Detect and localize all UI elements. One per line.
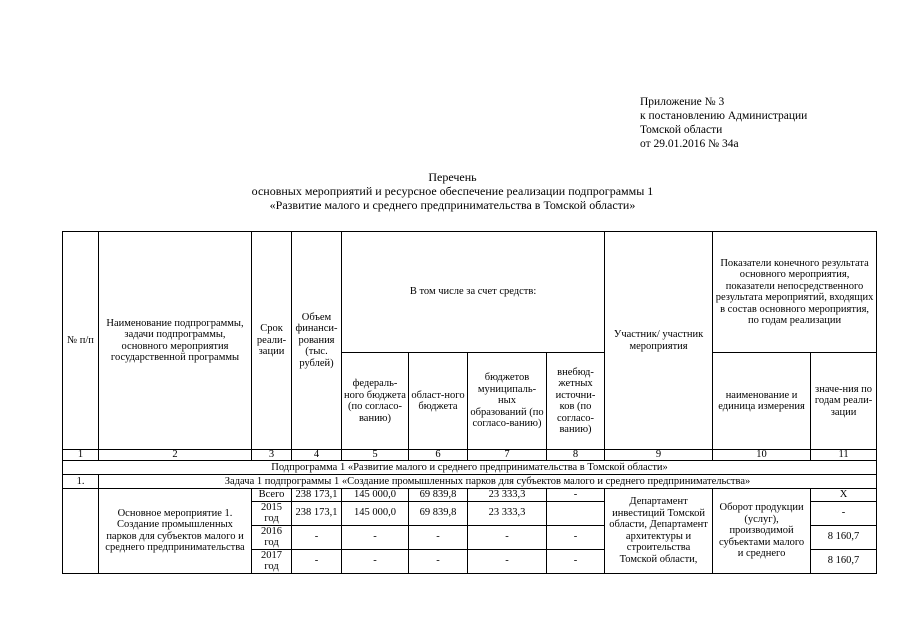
regional-cell: 69 839,8 [409,501,468,525]
volume-cell: - [292,525,342,549]
header-volume: Объем финанси-рования (тыс. рублей) [292,232,342,450]
header-indicator-value: значе-ния по годам реали-зации [811,353,877,450]
column-number: 5 [342,450,409,461]
column-number: 4 [292,450,342,461]
indicator-value-cell: Х [811,489,877,502]
volume-cell: - [292,549,342,573]
federal-cell: 145 000,0 [342,489,409,502]
column-numbers-row [63,450,877,461]
regional-cell: 69 839,8 [409,489,468,502]
header-extrabudgetary: внебюд-жетных источни-ков (по согласо-ванию) [547,353,605,450]
title-line: «Развитие малого и среднего предпринимательства в Томской области» [269,198,636,212]
term-cell: Всего [252,489,292,502]
term-cell: 2016 год [252,525,292,549]
header-federal: федераль-ного бюджета (по согласо-ванию) [342,353,409,450]
title-line: основных мероприятий и ресурсное обеспечение реализации подпрограммы 1 [251,184,654,198]
participant-cell: Департамент инвестиций Томской области, Департамент архитектуры и строительства Томской области, [605,489,713,574]
appendix-line: от 29.01.2016 № 34а [640,138,739,150]
subprogram-row [63,461,877,475]
indicator-value-cell: 8 160,7 [811,525,877,549]
regional-cell: - [409,549,468,573]
column-number: 8 [547,450,605,461]
subprogram-title: Подпрограмма 1 «Развитие малого и среднего предпринимательства в Томской области» [63,461,877,475]
indicator-value-cell: 8 160,7 [811,549,877,573]
term-cell: 2017 год [252,549,292,573]
header-indicators: Показатели конечного результата основного мероприятия, показатели непосредственного результата мероприятий, входящих в состав основного мероприятия, по годам реализации [713,232,877,353]
extrabudgetary-cell: - [547,549,605,573]
document-title [0,170,905,212]
federal-cell: 145 000,0 [342,501,409,525]
task-row [63,475,877,489]
extrabudgetary-cell: - [547,525,605,549]
header-participant: Участник/ участник мероприятия [605,232,713,450]
column-number: 6 [409,450,468,461]
header-no: № п/п [63,232,99,450]
column-number: 2 [99,450,252,461]
header-term: Срок реали-зации [252,232,292,450]
header-indicator-name: наименование и единица измерения [713,353,811,450]
volume-cell: 238 173,1 [292,489,342,502]
extrabudgetary-cell: - [547,489,605,502]
federal-cell: - [342,549,409,573]
activity-number-cell [63,489,99,574]
column-number: 3 [252,450,292,461]
indicator-name-cell: Оборот продукции (услуг), производимой субъектами малого и среднего [713,489,811,574]
column-number: 1 [63,450,99,461]
appendix-line: Томской области [640,124,723,136]
appendix-line: Приложение № 3 [640,96,725,108]
activities-table [62,231,877,574]
column-number: 9 [605,450,713,461]
task-number: 1. [63,475,99,489]
appendix-line: к постановлению Администрации [640,110,808,122]
municipal-cell: 23 333,3 [468,489,547,502]
header-municipal: бюджетов муниципаль-ных образований (по согласо-ванию) [468,353,547,450]
indicator-value-cell: - [811,501,877,525]
header-name: Наименование подпрограммы, задачи подпрограммы, основного мероприятия государственной программы [99,232,252,450]
term-cell: 2015 год [252,501,292,525]
federal-cell: - [342,525,409,549]
column-number: 11 [811,450,877,461]
volume-cell: 238 173,1 [292,501,342,525]
extrabudgetary-cell [547,501,605,525]
activity-name: Основное мероприятие 1. Создание промышленных парков для субъектов малого и среднего предпринимательства [99,489,252,574]
appendix-block [640,95,807,151]
regional-cell: - [409,525,468,549]
municipal-cell: - [468,525,547,549]
municipal-cell: 23 333,3 [468,501,547,525]
task-title: Задача 1 подпрограммы 1 «Создание промышленных парков для субъектов малого и среднего предпринимательства» [99,475,877,489]
header-including: В том числе за счет средств: [342,232,605,353]
title-line: Перечень [428,170,477,184]
table-row [63,489,877,502]
header-regional: област-ного бюджета [409,353,468,450]
column-number: 10 [713,450,811,461]
column-number: 7 [468,450,547,461]
municipal-cell: - [468,549,547,573]
